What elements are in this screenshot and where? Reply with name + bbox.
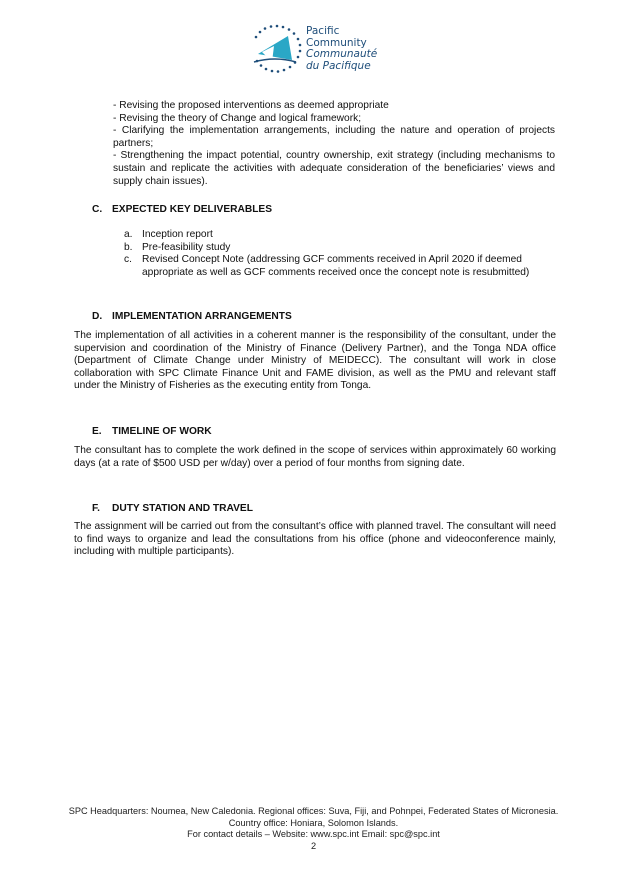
logo-name-fr-line2: du Pacifique <box>306 59 371 72</box>
section-title: TIMELINE OF WORK <box>112 426 212 437</box>
spc-emblem-icon <box>250 22 304 78</box>
list-marker: c. <box>124 254 132 266</box>
page-footer <box>0 806 627 852</box>
list-item-text: Revised Concept Note (addressing GCF comments received in April 2020 if deemed appropriate as well as GCF comments received once the concept note is resubmitted) <box>142 254 530 278</box>
logo-text <box>306 26 377 72</box>
bullet-item: - Strengthening the impact potential, country ownership, exit strategy (including mechanisms to sustain and replicate the activities with adequate consideration of the beneficiaries’ views and supply chain issues). <box>113 150 555 187</box>
section-letter: D. <box>92 311 103 322</box>
list-marker: b. <box>124 241 133 253</box>
list-marker: a. <box>124 229 133 240</box>
section-c-heading <box>92 204 272 215</box>
bullet-item: - Clarifying the implementation arrangements, including the nature and operation of projects partners; <box>113 125 555 149</box>
section-f-body: The assignment will be carried out from the consultant’s office with planned travel. The consultant will need to find ways to organize and lead the consultations from his office (phone and videoconference mainly, including with multiple participants). <box>74 521 556 558</box>
page-number: 2 <box>310 840 317 851</box>
section-f-heading <box>92 503 253 514</box>
footer-headquarters: SPC Headquarters: Noumea, New Caledonia. Regional offices: Suva, Fiji, and Pohnpei, Federated States of Micronesia. <box>68 806 559 816</box>
list-item-text: Inception report <box>142 229 213 240</box>
section-letter: F. <box>92 503 100 514</box>
list-item <box>124 254 556 279</box>
logo-name-en-line1: Pacific <box>306 25 340 37</box>
list-item-text: Pre-feasibility study <box>142 241 231 253</box>
logo-name-fr-line1: Communauté <box>306 48 378 60</box>
bullet-item: - Revising the theory of Change and logical framework; <box>113 112 362 124</box>
section-title: DUTY STATION AND TRAVEL <box>112 503 253 514</box>
list-item <box>124 242 556 255</box>
deliverables-list <box>124 229 556 279</box>
section-d-heading <box>92 311 292 322</box>
spc-logo <box>250 22 390 82</box>
section-d-body: The implementation of all activities in a coherent manner is the responsibility of the consultant, under the supervision and coordination of the Ministry of Finance (Delivery Partner), and the Tonga NDA office (Department of Climate Change under Ministry of MEIDECC). The consultant will work in close collaboration with SPC Climate Finance Unit and FAME division, as well as the PMU and relevant staff under the Ministry of Fisheries as the executing entity from Tonga. <box>74 330 556 392</box>
section-e-body: The consultant has to complete the work defined in the scope of services within approximately 60 working days (at a rate of $500 USD per w/day) over a period of four months from signing date. <box>74 445 556 469</box>
list-item <box>124 229 556 242</box>
section-title: EXPECTED KEY DELIVERABLES <box>112 204 273 215</box>
bullet-item: - Revising the proposed interventions as deemed appropriate <box>113 100 389 111</box>
section-letter: C. <box>92 204 103 215</box>
footer-country-office: Country office: Honiara, Solomon Islands. <box>228 817 399 828</box>
footer-contact: For contact details – Website: www.spc.int Email: spc@spc.int <box>187 829 440 839</box>
section-e-heading <box>92 426 212 437</box>
logo-name-en-line2: Community <box>306 36 367 49</box>
section-title: IMPLEMENTATION ARRANGEMENTS <box>112 311 292 322</box>
revision-bullet-list <box>113 100 555 188</box>
section-letter: E. <box>92 426 102 437</box>
